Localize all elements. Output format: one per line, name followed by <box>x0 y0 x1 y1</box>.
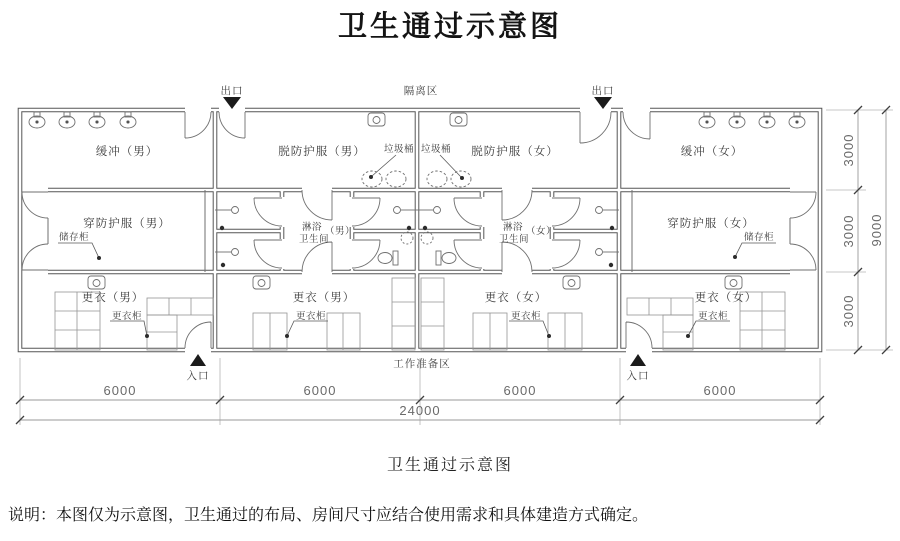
entrance-arrow-right <box>630 354 646 366</box>
dim-6000-4: 6000 <box>703 383 737 398</box>
dim-3000-1: 3000 <box>841 133 856 167</box>
entrance-label-right: 入口 <box>626 371 650 382</box>
dim-9000: 9000 <box>869 213 884 247</box>
room-buffer-female: 缓冲（女） <box>680 146 744 158</box>
dim-6000-1: 6000 <box>103 383 137 398</box>
locker-label-2: 更衣柜 <box>295 312 327 322</box>
dim-6000-2: 6000 <box>303 383 337 398</box>
shower-label-female-suffix: （女） <box>525 227 557 237</box>
trash-bin-label-left: 垃圾桶 <box>383 145 415 155</box>
room-change-male-2: 更衣（男） <box>292 292 356 304</box>
shower-label-male-2: 卫生间 <box>298 235 330 245</box>
figure-caption: 卫生通过示意图 <box>386 457 513 474</box>
exit-label-left: 出口 <box>220 86 244 97</box>
room-doff-female: 脱防护服（女） <box>471 146 559 158</box>
dim-6000-3: 6000 <box>503 383 537 398</box>
room-doff-male: 脱防护服（男） <box>278 146 366 158</box>
exit-label-right: 出口 <box>591 86 615 97</box>
dim-3000-2: 3000 <box>841 214 856 248</box>
storage-cabinet-label-left: 储存柜 <box>58 233 90 243</box>
room-buffer-male: 缓冲（男） <box>95 146 159 158</box>
storage-cabinet-label-right: 储存柜 <box>743 233 775 243</box>
trash-bin-label-right: 垃圾桶 <box>420 145 452 155</box>
room-change-female-2: 更衣（女） <box>694 292 758 304</box>
locker-label-4: 更衣柜 <box>697 312 729 322</box>
work-prep-zone-label: 工作准备区 <box>393 359 451 370</box>
entrance-label-left: 入口 <box>186 371 210 382</box>
room-don-male: 穿防护服（男） <box>83 218 171 230</box>
entrance-arrow-left <box>190 354 206 366</box>
shower-label-male-1: 淋浴 <box>301 223 323 233</box>
shower-label-female-1: 淋浴 <box>502 223 524 233</box>
isolation-zone-label: 隔离区 <box>403 86 439 97</box>
locker-label-1: 更衣柜 <box>111 312 143 322</box>
shower-label-male-suffix: （男） <box>324 227 356 237</box>
room-don-female: 穿防护服（女） <box>667 218 755 230</box>
room-change-female-1: 更衣（女） <box>484 292 548 304</box>
locker-units <box>55 278 785 350</box>
room-change-male-1: 更衣（男） <box>81 292 145 304</box>
shower-label-female-2: 卫生间 <box>498 235 530 245</box>
locker-label-3: 更衣柜 <box>510 312 542 322</box>
dim-24000: 24000 <box>399 403 441 418</box>
dim-3000-3: 3000 <box>841 294 856 328</box>
note-text: 说明：本图仅为示意图，卫生通过的布局、房间尺寸应结合使用需求和具体建造方式确定。 <box>8 507 649 524</box>
page-title: 卫生通过示意图 <box>337 11 562 43</box>
